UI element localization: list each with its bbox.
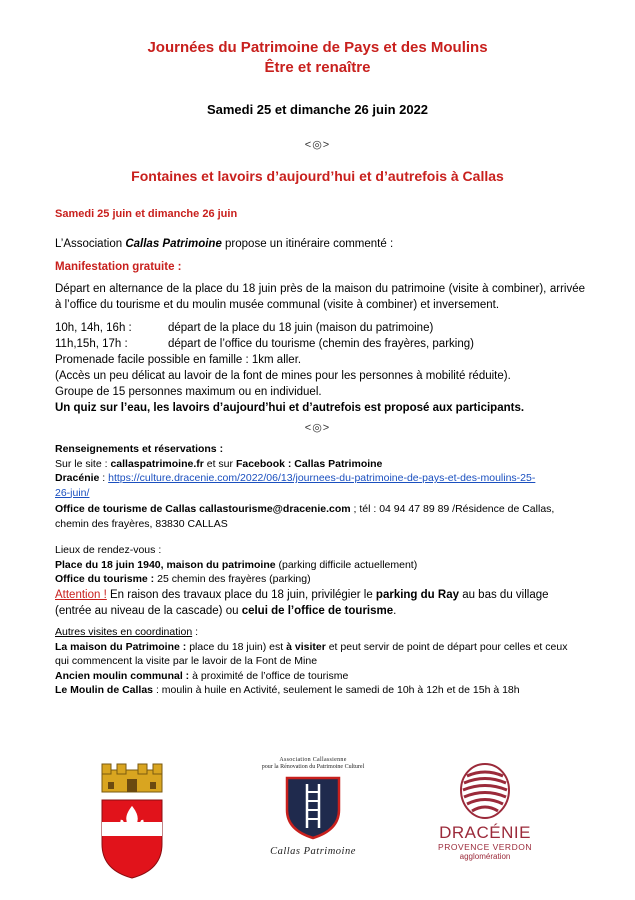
schedule-row: 10h, 14h, 16h : départ de la place du 18 juin (maison du patrimoine) [55, 322, 434, 334]
schedule-row: 11h,15h, 17h : départ de l’office du tourisme (chemin des frayères, parking) [55, 338, 474, 350]
association-signature: Callas Patrimoine [270, 846, 356, 857]
other-item-2: Ancien moulin communal : à proximité de l’office de tourisme [55, 669, 349, 682]
website-text: callaspatrimoine.fr [110, 457, 204, 470]
other-heading: Autres visites en coordination : [55, 626, 198, 638]
website-line: Sur le site : callaspatrimoine.fr et sur Facebook : Callas Patrimoine [55, 457, 383, 470]
meeting-place-1: Place du 18 juin 1940, maison du patrimoine (parking difficile actuellement) [55, 558, 418, 571]
event-dates: Samedi 25 et dimanche 26 juin 2022 [206, 102, 429, 117]
association-logo-line-2: pour la Rénovation du Patrimoine Culturel [261, 764, 365, 770]
ornament-divider: <◎> [304, 139, 331, 151]
office-line: Office de tourisme de Callas callastourisme@dracenie.com ; tél : 04 94 47 89 89 /Résidence de Callas, [55, 503, 555, 515]
ornament-divider: <◎> [304, 422, 331, 434]
title-line-1: Journées du Patrimoine de Pays et des Moulins [147, 39, 488, 56]
walk-note: Promenade facile possible en famille : 1km aller. [55, 354, 302, 366]
dracenie-line: Dracénie : https://culture.dracenie.com/2022/06/13/journees-du-patrimoine-de-pays-et-des-moulins-25- [55, 472, 536, 484]
office-address: chemin des frayères, 83830 CALLAS [55, 517, 228, 530]
association-name: Callas Patrimoine [125, 238, 222, 250]
info-heading: Renseignements et réservations : [55, 443, 224, 455]
access-note: (Accès un peu délicat au lavoir de la font de mines pour les personnes à mobilité réduite). [55, 370, 511, 382]
attention-note: Attention ! En raison des travaux place du 18 juin, privilégier le parking du Ray au bas du village (entrée au niveau de la cascade) ou celui de l’office de tourisme. [55, 588, 549, 617]
callas-patrimoine-logo [228, 757, 398, 879]
route-description: Départ en alternance de la place du 18 juin près de la maison du patrimoine (visite à combiner), arrivée à l’office du tourisme et du moulin musée communal (visite à combiner) et inversement. [55, 283, 585, 311]
callas-coat-of-arms-logo [96, 762, 168, 880]
other-item-1: La maison du Patrimoine : place du 18 juin) est à visiter et peut servir de point de départ pour celles et ceux [55, 640, 568, 653]
meeting-section [55, 543, 585, 619]
page-title [0, 38, 635, 78]
ladder-shield-icon [283, 776, 343, 840]
other-item-1-cont: qui commencent la visite par le lavoir de la Font de Mine [55, 655, 318, 667]
facebook-text: Facebook : Callas Patrimoine [235, 457, 383, 470]
title-line-2: Être et renaître [264, 59, 371, 76]
dracenie-name: DRACÉNIE [439, 823, 531, 842]
association-logo-line-1: Association Callassienne [279, 757, 347, 763]
attention-label: Attention ! [55, 588, 107, 601]
info-section [55, 442, 585, 531]
group-note: Groupe de 15 personnes maximum ou en individuel. [55, 386, 322, 398]
dracenie-logo [430, 762, 540, 872]
free-event-label: Manifestation gratuite : [55, 261, 182, 273]
association-line: L’Association Callas Patrimoine propose un itinéraire commenté : [55, 238, 394, 250]
other-item-3: Le Moulin de Callas : moulin à huile en Activité, seulement le samedi de 10h à 12h et de 15h à 18h [55, 684, 520, 696]
subtitle: Fontaines et lavoirs d’aujourd’hui et d’autrefois à Callas [131, 168, 504, 184]
dracenie-link-cont[interactable]: 26-juin/ [55, 486, 90, 499]
dracenie-link[interactable]: https://culture.dracenie.com/2022/06/13/journees-du-patrimoine-de-pays-et-des-moulins-25- [108, 472, 536, 484]
meeting-heading: Lieux de rendez-vous : [55, 544, 162, 556]
meeting-place-2: Office du tourisme : 25 chemin des frayères (parking) [55, 573, 311, 585]
dracenie-aggl: agglomération [459, 852, 511, 861]
dracenie-emblem-icon [459, 762, 511, 820]
dracenie-sub: PROVENCE VERDON [438, 842, 532, 852]
other-visits-section [55, 625, 585, 698]
quiz-note: Un quiz sur l’eau, les lavoirs d’aujourd’hui et d’autrefois est proposé aux participants. [55, 402, 525, 414]
date-line: Samedi 25 juin et dimanche 26 juin [55, 208, 238, 220]
